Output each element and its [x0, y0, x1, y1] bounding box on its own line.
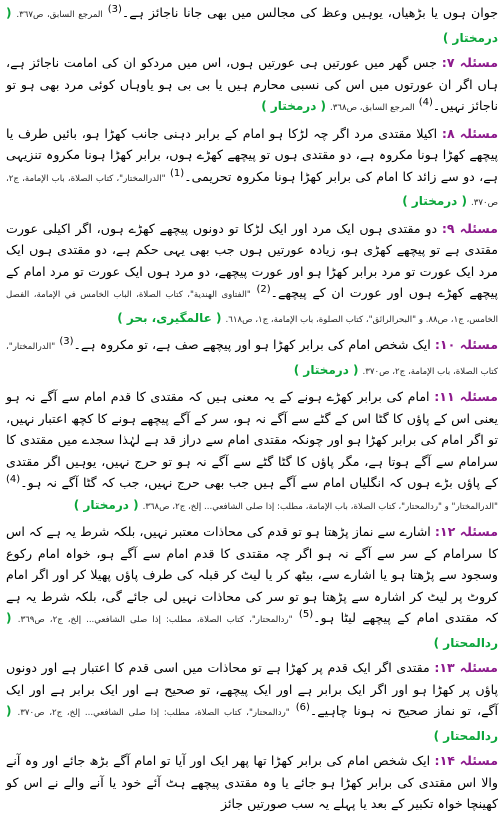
masala-heading: مسئلہ ۱۰: — [434, 337, 498, 352]
masala-text: جس گھر میں عورتیں ہی عورتیں ہوں، اس میں مردکو ان کی امامت ناجائز ہے، ہاں اگر ان عورتوں میں اس کی نسبی محارم ہیں یا بی بی ہو یاوہاں کوئی مرد بھی ہو تو ناجائز نہیں۔ — [6, 55, 498, 113]
source-label: ( عالمگیری، بحر ) — [117, 310, 222, 325]
masala-paragraph — [6, 386, 498, 518]
footnote-reference: (4) — [418, 96, 433, 108]
masala-paragraph — [6, 52, 498, 120]
masala-heading: مسئلہ ۱۴: — [434, 753, 498, 768]
source-label: ( درمختار ) — [402, 194, 467, 208]
citation-text: المرجع السابق، ص۳٦٨. — [330, 103, 415, 113]
footnote-reference: (1) — [170, 167, 185, 179]
masala-heading: مسئلہ ۷: — [441, 55, 498, 70]
footnote-reference: (4) — [6, 473, 21, 485]
masala-heading: مسئلہ ۱۳: — [434, 660, 498, 675]
masala-paragraph — [6, 218, 498, 332]
masala-text: امام کی برابر کھڑے ہونے کے یہ معنی ہیں کہ مقتدی کا قدم امام سے آگے نہ ہو یعنی اس کے پاؤں کا گٹا اس کے گٹے سے آگے نہ ہو، سر کے آگے پیچھے ہونے کا کچھ اعتبار نہیں، تو اگر امام کی برابر کھڑا ہو اور چونکہ مقتدی امام سے دراز قد ہے لہٰذا سجدے میں مقتدی کا سرامام سے آگے ہوتا ہے، مگر پاؤں کا گٹا گٹے سے آگے نہ ہو تو حرج نہیں، یوہیں اگر مقتدی کے پاؤں بڑے ہوں کہ انگلیاں امام سے آگے ہیں جب بھی حرج نہیں، جب کہ گٹا آگے نہ ہو۔ — [6, 389, 498, 490]
masala-paragraph — [6, 123, 498, 215]
citation-text: "الدرالمختار"، كتاب الصلاة، باب الإمامة، ج٢، ص٣٧٠. — [6, 173, 498, 208]
citation-text: المرجع السابق، ص۳٦٧. — [16, 10, 103, 20]
citation-text: "الدرالمختار"، كتاب الصلاة، باب الإمامة، ج٢، ص٣٧٠. — [6, 342, 498, 377]
masala-heading: مسئلہ ۸: — [441, 125, 498, 141]
masala-text: ایک شخص امام کی برابر کھڑا تھا پھر ایک اور آیا تو امام آگے بڑھ جائے اور وہ آنے والا اس مقتدی کی برابر کھڑا ہو جائے یا وہ مقتدی پیچھے ہٹ آئے خود یا آنے والے نے اس کو کھینچا خواہ تکبیر کے بعد یا پہلے یہ سب صورتیں جائز — [6, 753, 498, 811]
masala-text: جوان ہوں یا بڑھیاں، یوہیں وعظ کی مجالس میں بھی جانا ناجائز ہے۔ — [121, 5, 498, 20]
citation-text: "ردالمحتار"، كتاب الصلاة، مطلب: إذا صلى الشافعي... إلخ، ج٢، ص٣٧٠. — [17, 708, 290, 718]
masala-paragraph — [6, 750, 498, 815]
footnote-reference: (3) — [59, 335, 74, 347]
masala-text: دو مقتدی ہوں ایک مرد اور ایک لڑکا تو دونوں پیچھے کھڑے ہوں، اگر اکیلی عورت مقتدی ہے تو پیچھے کھڑی ہو، زیادہ عورتیں ہوں جب بھی یہی حکم ہے، دو مقتدی ہوں ایک مرد ایک عورت تو مرد برابر کھڑا ہو اور عورت پیچھے، دو مرد ہوں ایک عورت تو مرد امام کے پیچھے کھڑے ہوں اور عورت ان کے پیچھے۔ — [6, 220, 498, 300]
source-label: ( درمختار ) — [261, 99, 327, 113]
masala-heading: مسئلہ ۹: — [441, 220, 498, 236]
citation-text: "الدرالمختار" و "ردالمحتار"، كتاب الصلاة، باب الإمامة، مطلب: إذا صلى الشافعي... إلخ، ج٢، ص٣٦٨. — [142, 501, 498, 512]
masala-heading: مسئلہ ۱۱: — [434, 389, 498, 404]
citation-text: "ردالمحتار"، كتاب الصلاة، مطلب: إذا صلى الشافعي... إلخ، ج٢، ص٣٦٩. — [17, 615, 293, 625]
masala-text: اکیلا مقتدی مرد اگر چہ لڑکا ہو امام کے برابر دہنی جانب کھڑا ہو، بائیں طرف یا پیچھے کھڑا ہونا مکروہ ہے، دو مقتدی ہوں تو پیچھے کھڑے ہوں، برابر کھڑا ہونا مکروہ تنزیہی ہے، دو سے زائد کا امام کی برابر کھڑا ہونا مکروہ تحریمی۔ — [6, 125, 498, 184]
source-label: ( درمختار ) — [6, 6, 498, 45]
source-label: ( درمختار ) — [73, 497, 139, 512]
masala-paragraph — [6, 521, 498, 654]
footnote-reference: (6) — [295, 701, 310, 713]
source-label: ( درمختار ) — [293, 362, 359, 377]
footnote-reference: (2) — [256, 283, 271, 295]
masala-text: اشارے سے نماز پڑھتا ہو تو قدم کی محاذات معتبر نہیں، بلکہ شرط یہ ہے کہ اس کا سرامام کے سر سے آگے نہ ہو اگر چہ مقتدی کا قدم امام سے آگے ہو، خواہ امام رکوع وسجود سے پڑھتا ہو یا اشارے سے، بیٹھ کر یا لیٹ کر قبلہ کی طرف پاؤں پھیلا کر اور اگر امام کروٹ پر لیٹ کر اشارہ سے پڑھتا ہو تو سر کی محاذات نہیں لی جائے گی، بلکہ شرط یہ ہے کہ مقتدی امام کے پیچھے لیٹا ہو۔ — [6, 524, 498, 625]
source-label: ( ردالمحتار ) — [6, 611, 498, 650]
source-label: ( ردالمحتار ) — [6, 704, 498, 743]
masala-text: ایک شخص امام کی برابر کھڑا ہو اور پیچھے صف ہے، تو مکروہ ہے۔ — [73, 337, 431, 352]
masala-paragraph — [6, 334, 498, 383]
footnote-reference: (3) — [107, 3, 122, 15]
masala-paragraph — [6, 2, 498, 49]
masala-text: مقتدی اگر ایک قدم پر کھڑا ہے تو محاذات میں اسی قدم کا اعتبار ہے اور دونوں پاؤں پر کھڑا ہو اور اگر ایک برابر ہے اور ایک پیچھے، تو صحیح ہے اور ایک برابر ہے اور ایک آگے، تو نماز صحیح نہ ہونا چاہیے۔ — [6, 660, 498, 718]
footnote-reference: (5) — [298, 608, 314, 620]
masala-paragraph — [6, 657, 498, 747]
masala-heading: مسئلہ ۱۲: — [434, 524, 498, 539]
citation-text: "الفتاوى الهندية"، كتاب الصلاة، الباب الخامس في الإمامة، الفصل الخامس، ج١، ص٨٨. و "البحرالرائق"، كتاب الصلوة، باب الإمامة، ج١، ص٦١٨. — [6, 290, 498, 325]
